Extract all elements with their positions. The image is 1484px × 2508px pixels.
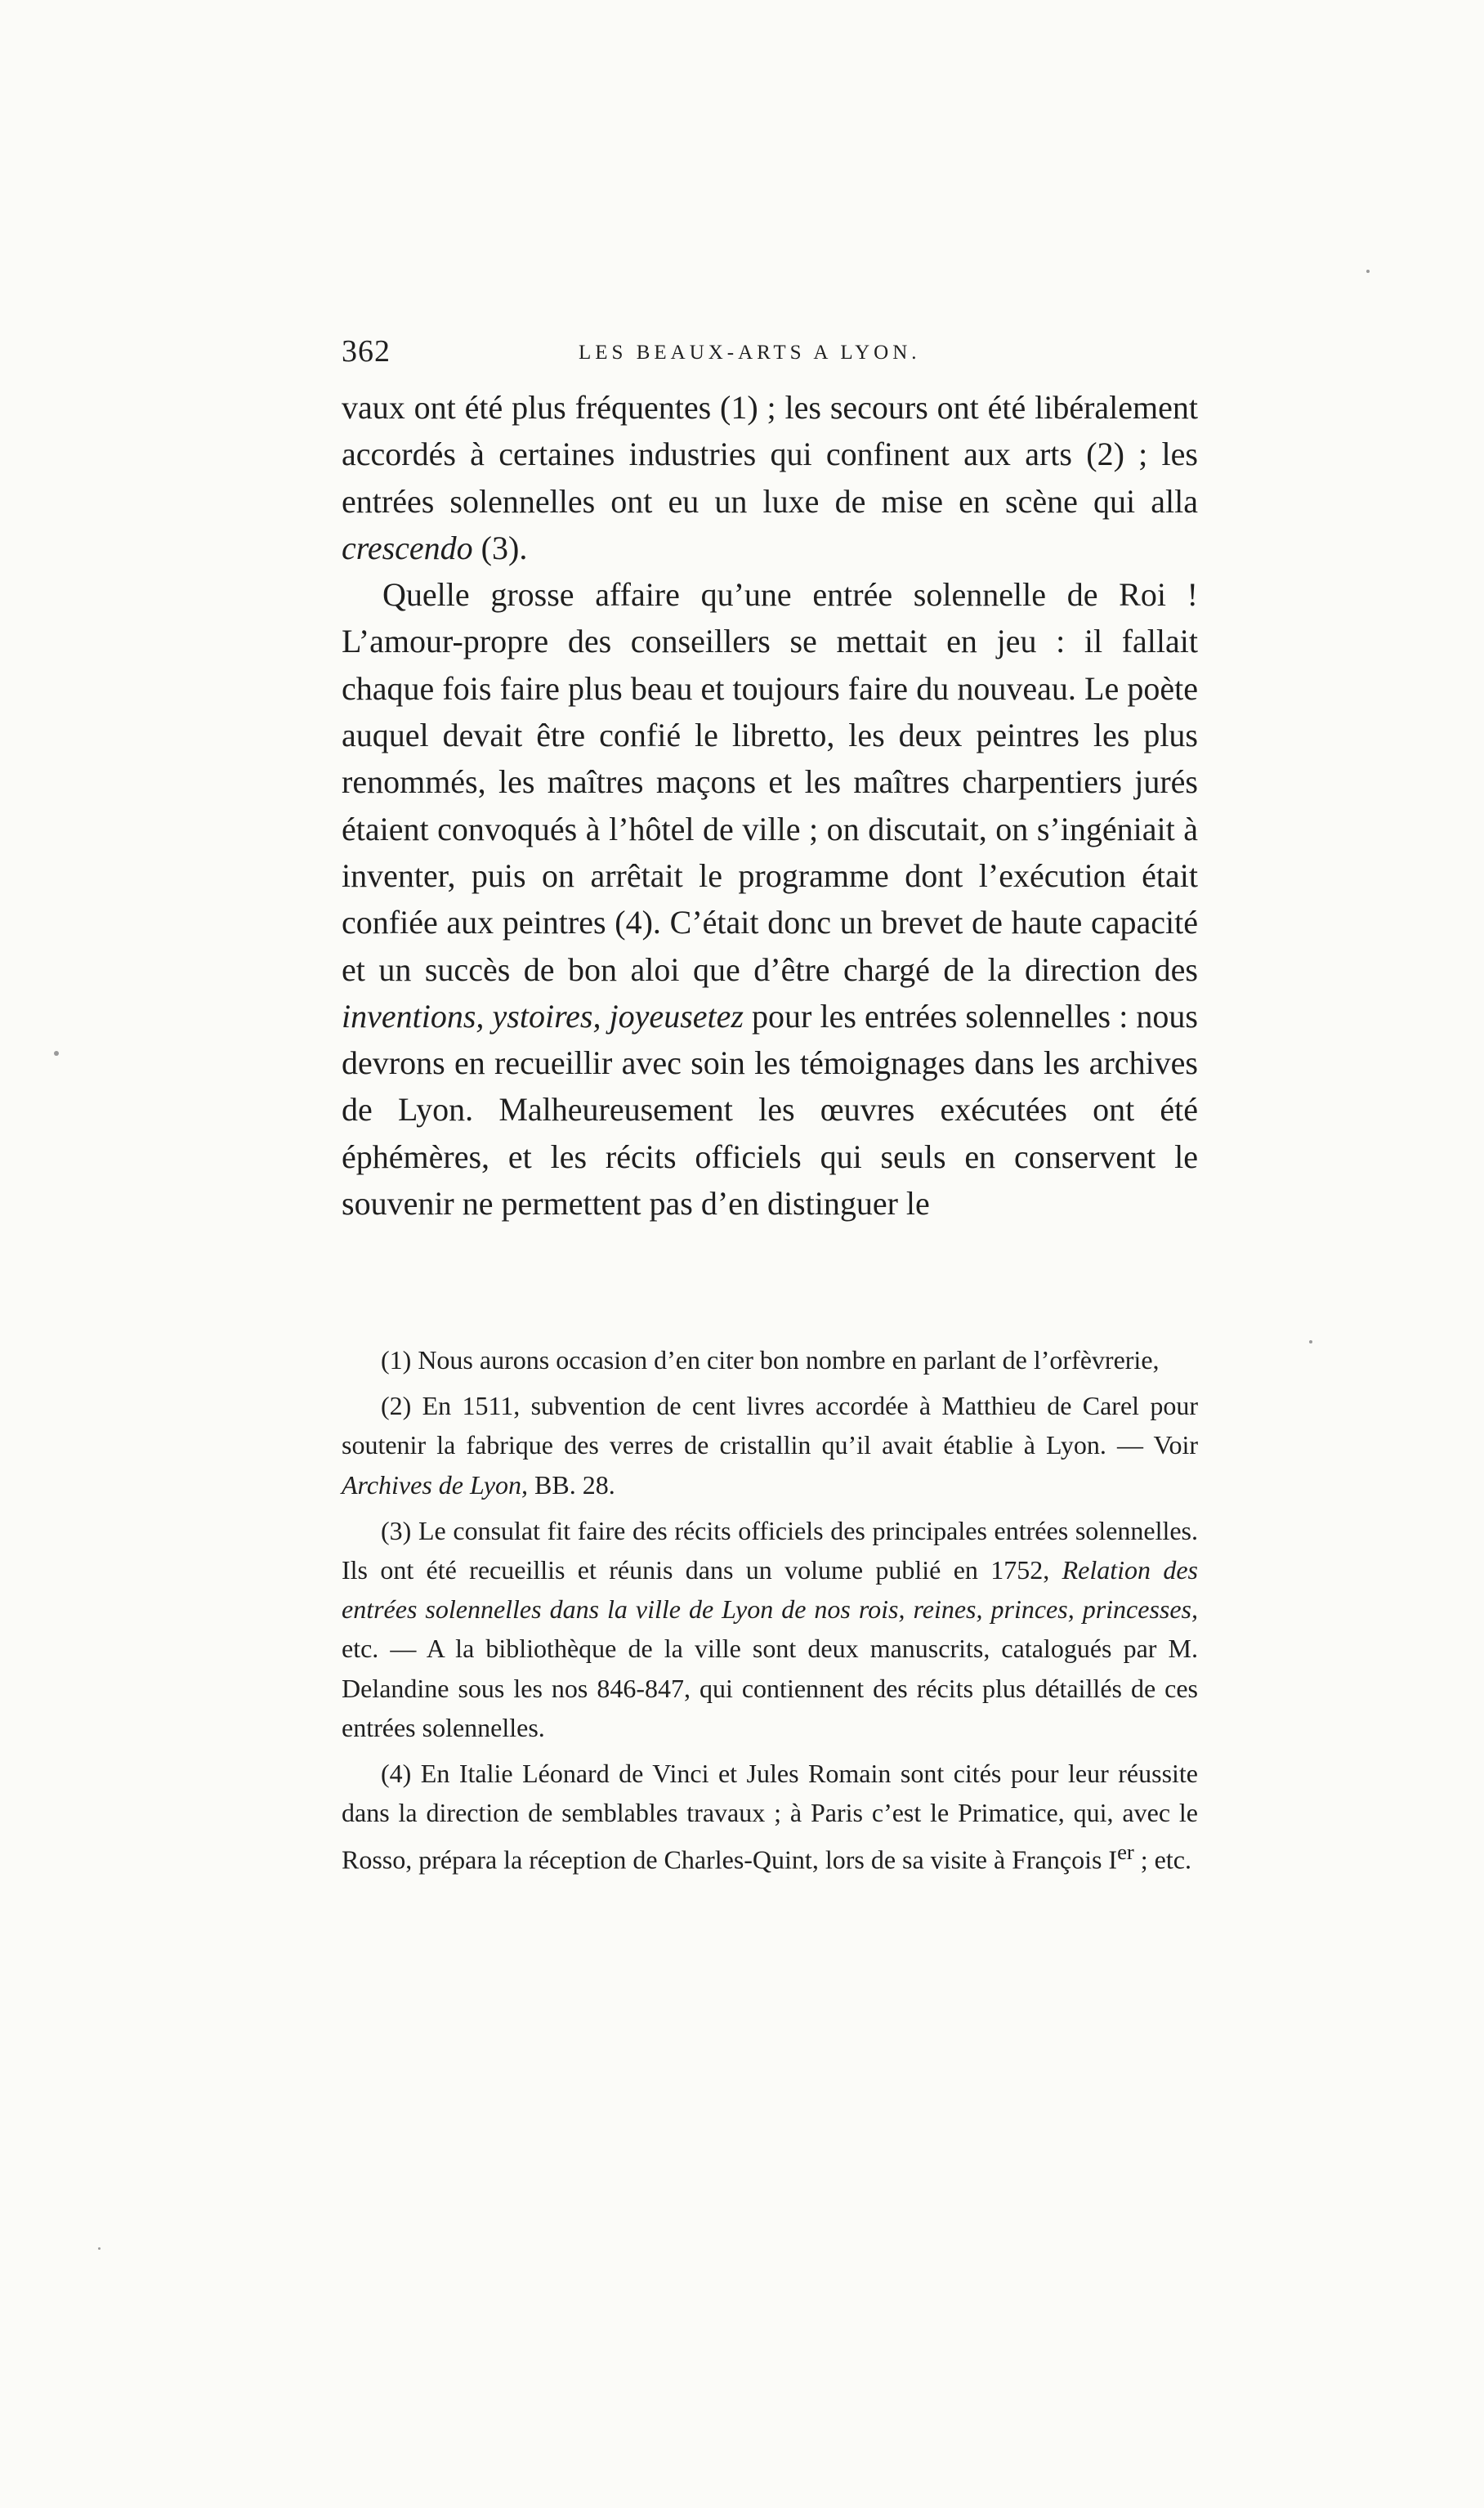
page-number: 362 bbox=[342, 334, 391, 369]
paper-speck bbox=[1309, 1340, 1312, 1343]
footnote-3-text: Le consulat fit faire des récits officiels des principales entrées solennelles. Ils ont été recueillis et réunis dans un volume publié en 1752, bbox=[342, 1515, 1198, 1585]
footnotes bbox=[342, 1340, 1198, 1886]
footnote-4 bbox=[342, 1754, 1198, 1880]
paper-speck bbox=[1366, 270, 1370, 273]
footnote-1-text: Nous aurons occasion d’en citer bon nombre en parlant de l’orfèvrerie, bbox=[411, 1345, 1160, 1375]
footnote-4-mark: (4) bbox=[381, 1759, 412, 1789]
paragraph-2-italic: inventions, ystoires, joyeusetez bbox=[342, 997, 744, 1035]
paragraph-1-text: vaux ont été plus fréquentes (1) ; les secours ont été libéralement accordés à certaines industries qui confinent aux arts (2) ; les entrées solennelles ont eu un luxe de mise en scène qui alla bbox=[342, 389, 1198, 520]
paragraph-1-italic: crescendo bbox=[342, 529, 473, 566]
footnote-2-mark: (2) bbox=[381, 1391, 412, 1421]
paper-speck bbox=[54, 1051, 59, 1056]
paragraph-1-end: (3). bbox=[472, 529, 528, 566]
footnote-2-end: BB. 28. bbox=[528, 1469, 615, 1500]
footnote-2 bbox=[342, 1386, 1198, 1504]
main-text bbox=[342, 384, 1198, 1227]
page-header bbox=[342, 333, 1200, 382]
footnote-2-italic: Archives de Lyon, bbox=[342, 1469, 529, 1500]
paper-speck bbox=[98, 2247, 101, 2250]
paragraph-2 bbox=[342, 571, 1198, 1227]
footnote-4-superscript: er bbox=[1117, 1840, 1134, 1865]
footnote-3-italic: Relation des entrées solennelles dans la ville de Lyon de nos rois, reines, princes, princesses, bbox=[342, 1555, 1199, 1625]
footnote-4-end: ; etc. bbox=[1133, 1845, 1191, 1875]
footnote-2-text: En 1511, subvention de cent livres accordée à Matthieu de Carel pour soutenir la fabrique des verres de cristallin qu’il avait établie à Lyon. — Voir bbox=[342, 1391, 1198, 1460]
footnote-1-mark: (1) bbox=[381, 1345, 412, 1375]
footnote-3-mark: (3) bbox=[381, 1515, 412, 1545]
running-title: LES BEAUX-ARTS A LYON. bbox=[579, 342, 921, 364]
paragraph-1 bbox=[342, 384, 1198, 571]
paragraph-2-end: pour les entrées solennelles : nous devrons en recueillir avec soin les témoignages dans les archives de Lyon. Malheureusement les œuvres exécutées ont été éphémères, et les récits officiels qui seuls en conservent le souvenir ne permettent pas d’en distinguer le bbox=[342, 997, 1198, 1223]
paragraph-2-text: Quelle grosse affaire qu’une entrée solennelle de Roi ! L’amour-propre des conseillers se mettait en jeu : il fallait chaque fois faire plus beau et toujours faire du nouveau. Le poète auquel devait être confié le libretto, les deux peintres les plus renommés, les maîtres maçons et les maîtres charpentiers jurés étaient convoqués à l’hôtel de ville ; on discutait, on s’ingéniait à inventer, puis on arrêtait le programme dont l’exécution était confiée aux peintres (4). C’était donc un brevet de haute capacité et un succès de bon aloi que d’être chargé de la direction des bbox=[342, 576, 1198, 988]
footnote-4-text: En Italie Léonard de Vinci et Jules Romain sont cités pour leur réussite dans la direction de semblables travaux ; à Paris c’est le Primatice, qui, avec le Rosso, prépara la réception de Charles-Quint, lors de sa visite à François I bbox=[342, 1759, 1198, 1875]
footnote-3-end: etc. — A la bibliothèque de la ville sont deux manuscrits, catalogués par M. Delandine sous les nos 846-847, qui contiennent des récits plus détaillés de ces entrées solennelles. bbox=[342, 1634, 1198, 1742]
footnote-1 bbox=[342, 1340, 1198, 1379]
footnote-3 bbox=[342, 1511, 1198, 1747]
